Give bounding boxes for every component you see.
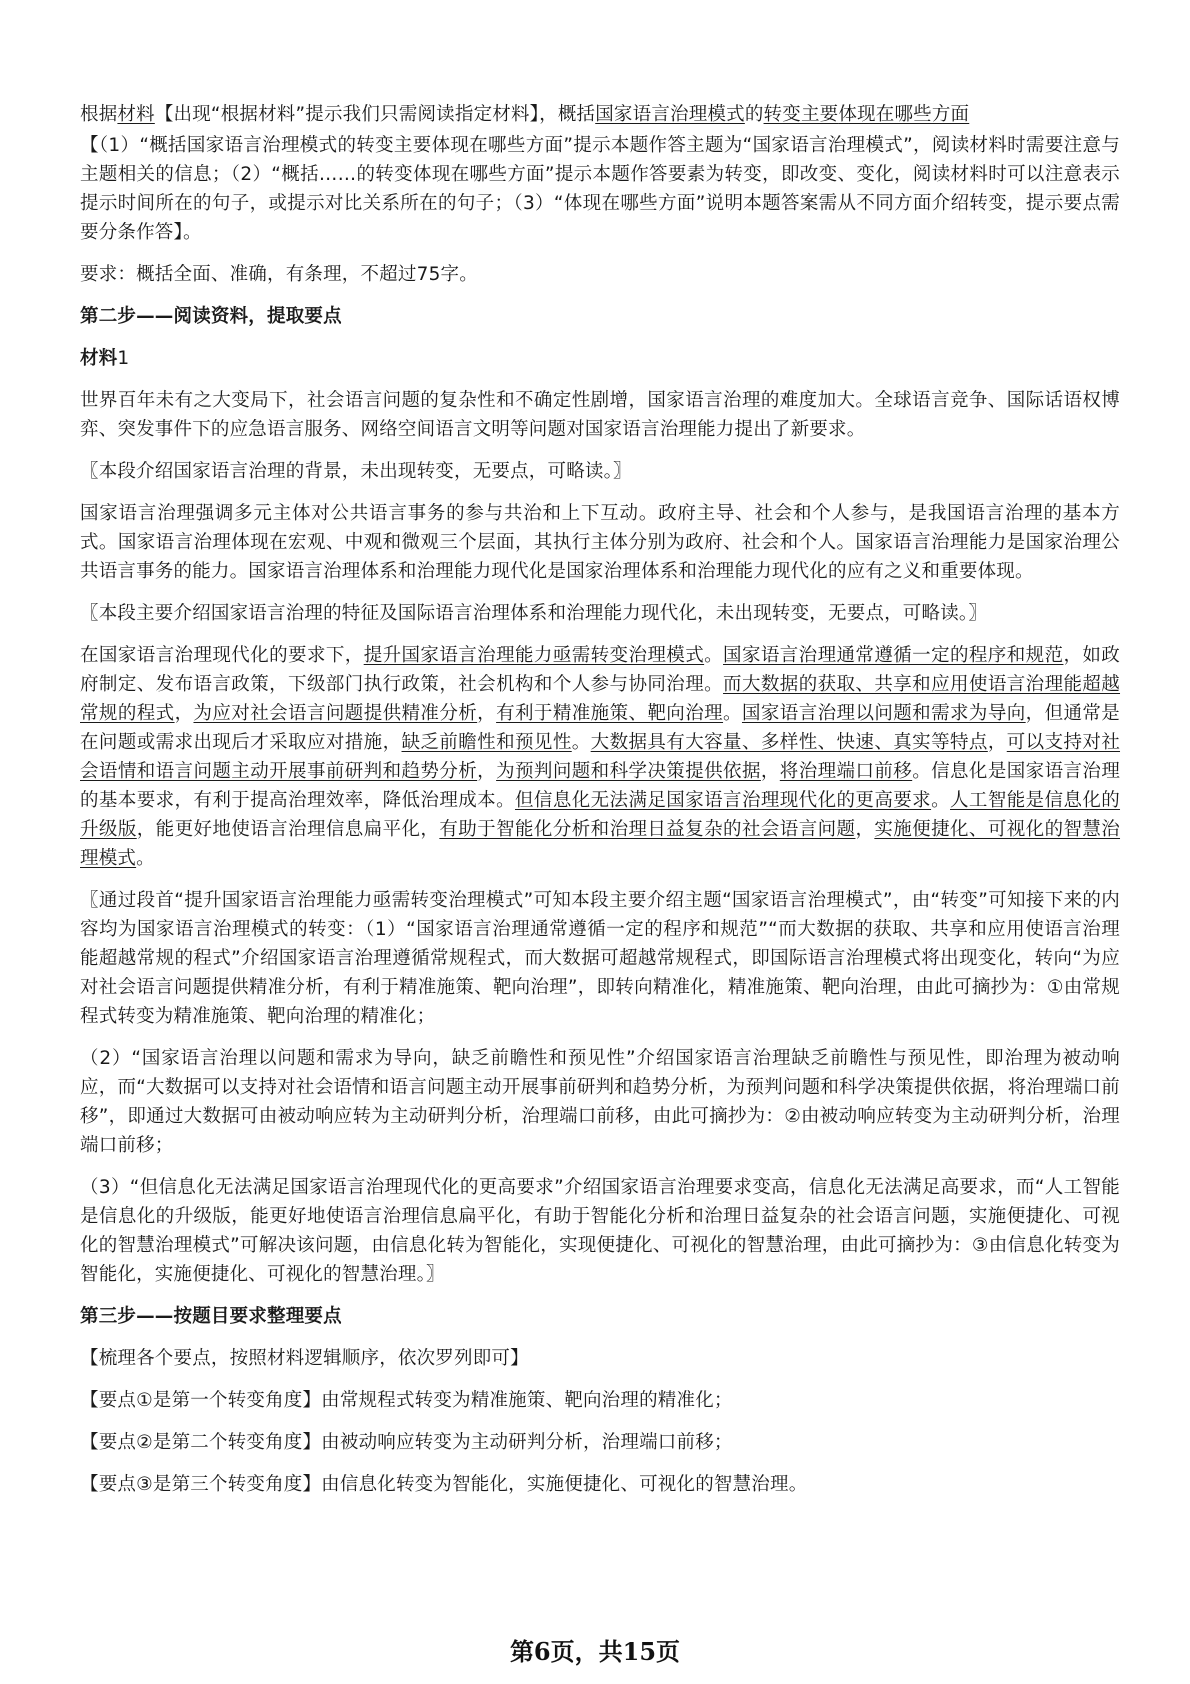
intro-note: 【（1）“概括国家语言治理模式的转变主要体现在哪些方面”提示本题作答主题为“国家语言治理模式”，阅读材料时需要注意与主题相关的信息；（2）“概括……的转变体现在哪些方面”提示本题作答要素为转变，即改变、变化，阅读材料时可以注意表示提示时间所在的句子，或提示对比关系所在的句子；（3）“体现在哪些方面”说明本题答案需从不同方面介绍转变，提示要点需要分条作答】。 (80, 135, 1120, 243)
underlined-point: 提升国家语言治理能力亟需转变治理模式 (363, 645, 705, 666)
plain-text: 。 (723, 703, 742, 724)
underlined-point: 人工智能是信息化的升级版 (80, 790, 1121, 840)
step2-heading: 第二步——阅读资料，提取要点 (80, 306, 342, 327)
underlined-point: 而大数据的获取、共享和应用使语言治理能超越常规的程式 (80, 674, 1121, 724)
material-heading (80, 344, 1120, 373)
material-paragraph-1: 世界百年未有之大变局下，社会语言问题的复杂性和不确定性剧增，国家语言治理的难度加大。全球语言竞争、国际话语权博弈、突发事件下的应急语言服务、网络空间语言文明等问题对国家语言治理能力提出了新要求。 (80, 390, 1120, 440)
document-body (80, 100, 1120, 1512)
intro-text: 根据 (80, 104, 118, 125)
underlined-point: 但信息化无法满足国家语言治理现代化的更高要求 (515, 790, 932, 811)
key-point-2: 【要点②是第二个转变角度】由被动响应转变为主动研判分析，治理端口前移； (80, 1432, 733, 1453)
question-line (80, 100, 1120, 129)
plain-text: ， (987, 732, 1007, 753)
page-number-footer: 第6页，共15页 (509, 1637, 681, 1666)
plain-text: ， (477, 703, 497, 724)
plain-text: 。信息化是国家语言治理的基本要求，有利于提高治理效率，降低治理成本。 (80, 761, 1121, 811)
material-label: 材料 (80, 348, 118, 369)
requirement-text: 要求：概括全面、准确，有条理，不超过75字。 (80, 264, 478, 285)
underlined-keyword: 体现在哪些方面 (838, 104, 970, 125)
analysis-note-2: 〖本段主要介绍国家语言治理的特征及国际语言治理体系和治理能力现代化，未出现转变，无要点，可略读。〗 (80, 603, 988, 624)
underlined-keyword: 材料 (117, 104, 155, 125)
underlined-point: 大数据具有大容量、多样性、快速、真实等特点 (590, 732, 988, 753)
key-point-3: 【要点③是第三个转变角度】由信息化转变为智能化，实施便捷化、可视化的智慧治理。 (80, 1474, 808, 1495)
plain-text: 。 (571, 732, 591, 753)
underlined-point: 国家语言治理以问题和需求为导向 (741, 703, 1026, 724)
step3-heading: 第三步——按题目要求整理要点 (80, 1306, 342, 1327)
intro-text: 【出现“根据材料”提示我们只需阅读指定材料】，概括 (154, 104, 596, 125)
underlined-point: 将治理端口前移 (779, 761, 913, 782)
analysis-note-1: 〖本段介绍国家语言治理的背景，未出现转变，无要点，可略读。〗 (80, 461, 632, 482)
plain-text: ， (174, 703, 194, 724)
underlined-point: 有利于精准施策、靶向治理 (496, 703, 724, 724)
material-paragraph-2: 国家语言治理强调多元主体对公共语言事务的参与共治和上下互动。政府主导、社会和个人参与，是我国语言治理的基本方式。国家语言治理体现在宏观、中观和微观三个层面，其执行主体分别为政府、社会和个人。国家语言治理能力是国家治理公共语言事务的能力。国家语言治理体系和治理能力现代化是国家治理体系和治理能力现代化的应有之义和重要体现。 (80, 503, 1120, 582)
material-number: 1 (117, 348, 130, 369)
analysis-note-3c: （3）“但信息化无法满足国家语言治理现代化的更高要求”介绍国家语言治理要求变高，信息化无法满足高要求，而“人工智能是信息化的升级版，能更好地使语言治理信息扁平化，有助于智能化分析和治理日益复杂的社会语言问题，实施便捷化、可视化的智慧治理模式”可解决该问题，由信息化转为智能化，实现便捷化、可视化的智慧治理，由此可摘抄为：③由信息化转变为智能化，实施便捷化、可视化的智慧治理。〗 (80, 1177, 1120, 1285)
plain-text: ，但通常是在问题或需求出现后才采取应对措施， (80, 703, 1121, 753)
plain-text: ，能更好地使语言治理信息扁平化， (136, 819, 440, 840)
underlined-point: 实施便捷化、可视化的智慧治理模式 (80, 819, 1121, 869)
analysis-note-3a: 〖通过段首“提升国家语言治理能力亟需转变治理模式”可知本段主要介绍主题“国家语言治理模式”，由“转变”可知接下来的内容均为国家语言治理模式的转变：（1）“国家语言治理通常遵循一定的程序和规范”“而大数据的获取、共享和应用使语言治理能超越常规的程式”介绍国家语言治理遵循常规程式，而大数据可超越常规程式，即国际语言治理模式将出现变化，转向“为应对社会语言问题提供精准分析，有利于精准施策、靶向治理”，即转向精准化，精准施策、靶向治理，由此可摘抄为：①由常规程式转变为精准施策、靶向治理的精准化； (80, 890, 1120, 1027)
plain-text: 在国家语言治理现代化的要求下， (80, 645, 364, 666)
step3-note: 【梳理各个要点，按照材料逻辑顺序，依次罗列即可】 (80, 1348, 529, 1369)
underlined-point: 为应对社会语言问题提供精准分析 (193, 703, 478, 724)
plain-text: ，如政府制定、发布语言政策，下级部门执行政策，社会机构和个人参与协同治理。 (80, 645, 1120, 695)
plain-text: ， (760, 761, 780, 782)
plain-text: ， (477, 761, 497, 782)
plain-text: 。 (136, 848, 155, 869)
underlined-point: 可以支持对社会语情和语言问题主动开展事前研判和趋势分析 (80, 732, 1121, 782)
underlined-point: 缺乏前瞻性和预见性 (401, 732, 572, 753)
key-point-1: 【要点①是第一个转变角度】由常规程式转变为精准施策、靶向治理的精准化； (80, 1390, 733, 1411)
plain-text: 。 (931, 790, 950, 811)
intro-text: 的 (744, 104, 764, 125)
underlined-point: 国家语言治理通常遵循一定的程序和规范 (723, 645, 1064, 666)
plain-text: ， (855, 819, 875, 840)
underlined-keyword: 国家语言治理模式 (595, 104, 745, 125)
plain-text: 。 (704, 645, 724, 666)
underlined-keyword: 转变主要 (763, 104, 839, 125)
analysis-note-3b: （2）“国家语言治理以问题和需求为导向，缺乏前瞻性和预见性”介绍国家语言治理缺乏前瞻性与预见性，即治理为被动响应，而“大数据可以支持对社会语情和语言问题主动开展事前研判和趋势分析，为预判问题和科学决策提供依据，将治理端口前移”，即通过大数据可由被动响应转为主动研判分析，治理端口前移，由此可摘抄为：②由被动响应转变为主动研判分析，治理端口前移； (80, 1048, 1120, 1156)
material-paragraph-3 (80, 641, 1120, 873)
underlined-point: 为预判问题和科学决策提供依据 (496, 761, 761, 782)
underlined-point: 有助于智能化分析和治理日益复杂的社会语言问题 (439, 819, 856, 840)
